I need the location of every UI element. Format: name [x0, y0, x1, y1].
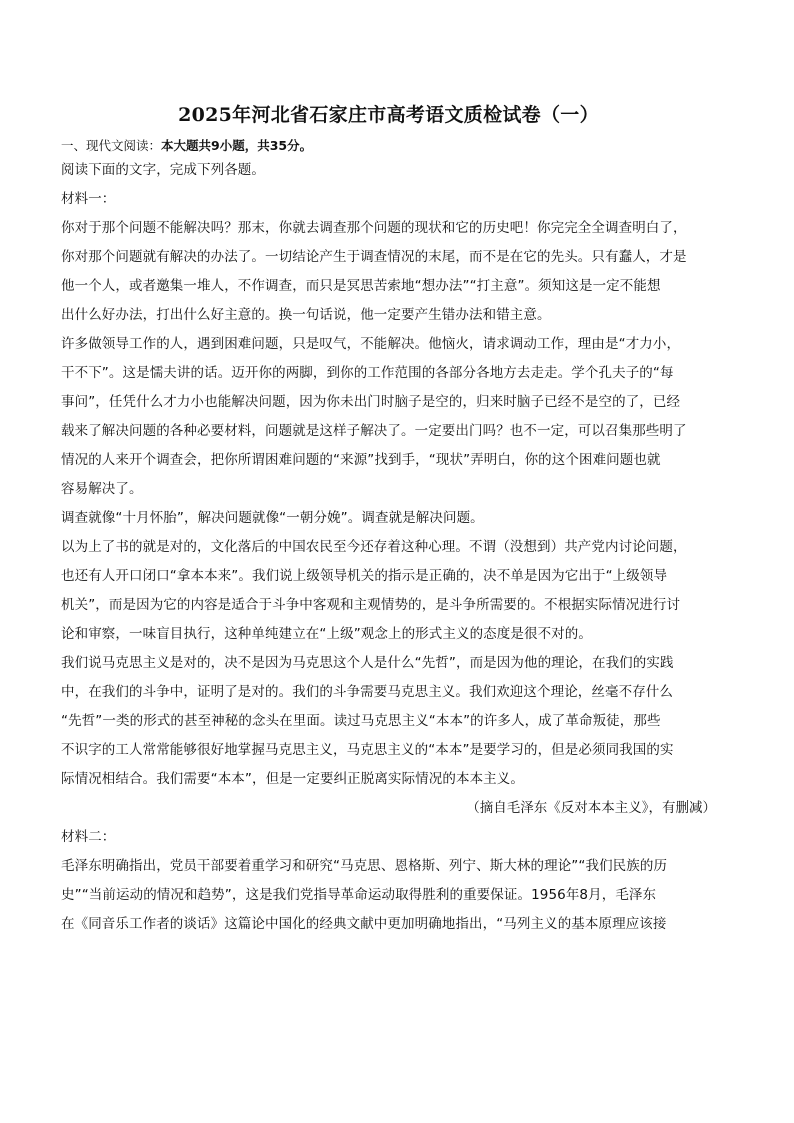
text-line: 我们说马克思主义是对的，决不是因为马克思这个人是什么“先哲”，而是因为他的理论，在我们的实践 [61, 655, 674, 671]
text-line: 出什么好办法，打出什么好主意的。换一句话说，他一定要产生错办法和错主意。 [61, 307, 551, 323]
material1-label: 材料一： [61, 191, 116, 207]
text-line: 载来了解决问题的各种必要材料，问题就是这样子解决了。一定要出门吗？也不一定，可以召集那些明了 [61, 423, 687, 439]
instruction: 阅读下面的文字，完成下列各题。 [61, 162, 265, 178]
text-line: 容易解决了。 [61, 481, 143, 497]
text-line: 史”“当前运动的情况和趋势”，这是我们党指导革命运动取得胜利的重要保证。1956年8月，毛泽东 [61, 887, 657, 903]
paragraph [61, 533, 716, 649]
text-line: 也还有人开口闭口“拿本本来”。我们说上级领导机关的指示是正确的，决不单是因为它出于“上级领导 [61, 568, 668, 584]
text-line: 中，在我们的斗争中，证明了是对的。我们的斗争需要马克思主义。我们欢迎这个理论，丝毫不存什么 [61, 684, 673, 700]
text-line: 你对那个问题就有解决的办法了。一切结论产生于调查情况的末尾，而不是在它的先头。只有蠢人，才是 [61, 249, 687, 265]
paragraph [61, 214, 716, 330]
text-line: “先哲”一类的形式的甚至神秘的念头在里面。读过马克思主义“本本”的许多人，成了革命叛徒，那些 [61, 713, 661, 729]
material2-label: 材料二： [61, 829, 116, 845]
text-line: 干不下”。这是懦夫讲的话。迈开你的两脚，到你的工作范围的各部分各地方去走走。学个孔夫子的“每 [61, 365, 674, 381]
text-line: 事问”，任凭什么才力小也能解决问题，因为你未出门时脑子是空的，归来时脑子已经不是空的了，已经 [61, 394, 681, 410]
text-line: 他一个人，或者邀集一堆人，不作调查，而只是冥思苦索地“想办法”“打主意”。须知这是一定不能想 [61, 278, 661, 294]
paragraph [61, 504, 716, 533]
section-heading [61, 136, 716, 156]
text-line: 机关”，而是因为它的内容是适合于斗争中客观和主观情势的，是斗争所需要的。不根据实际情况进行讨 [61, 597, 681, 613]
material1-source: （摘自毛泽东《反对本本主义》，有删减） [466, 800, 716, 816]
paragraph [61, 649, 716, 794]
text-line: 论和审察，一味盲目执行，这种单纯建立在“上级”观念上的形式主义的态度是很不对的。 [61, 626, 592, 642]
material1-body [61, 214, 716, 794]
material2-body [61, 852, 716, 939]
text-line: 不识字的工人常常能够很好地掌握马克思主义，马克思主义的“本本”是要学习的，但是必须同我国的实 [61, 742, 674, 758]
text-line: 许多做领导工作的人，遇到困难问题，只是叹气，不能解决。他恼火，请求调动工作，理由是“才力小， [61, 336, 681, 352]
text-line: 在《同音乐工作者的谈话》这篇论中国化的经典文献中更加明确地指出，“马列主义的基本原理应该接 [61, 916, 667, 932]
text-line: 调查就像“十月怀胎”，解决问题就像“一朝分娩”。调查就是解决问题。 [61, 510, 484, 526]
document-page [61, 100, 716, 939]
page-title: 2025年河北省石家庄市高考语文质检试卷（一） [178, 104, 599, 126]
text-line: 你对于那个问题不能解决吗？那末，你就去调查那个问题的现状和它的历史吧！你完完全全调查明白了， [61, 220, 687, 236]
text-line: 以为上了书的就是对的，文化落后的中国农民至今还存着这种心理。不谓（没想到）共产党内讨论问题， [61, 539, 687, 555]
text-line: 情况的人来开个调查会，把你所谓困难问题的“来源”找到手，“现状”弄明白，你的这个困难问题也就 [61, 452, 661, 468]
section-prefix: 一、现代文阅读： [61, 138, 162, 153]
text-line: 际情况相结合。我们需要“本本”，但是一定要纠正脱离实际情况的本本主义。 [61, 771, 524, 787]
text-line: 毛泽东明确指出，党员干部要着重学习和研究“马克思、恩格斯、列宁、斯大林的理论”“我们民族的历 [61, 858, 668, 874]
section-score: 本大题共9小题，共35分。 [161, 138, 313, 153]
paragraph [61, 330, 716, 504]
